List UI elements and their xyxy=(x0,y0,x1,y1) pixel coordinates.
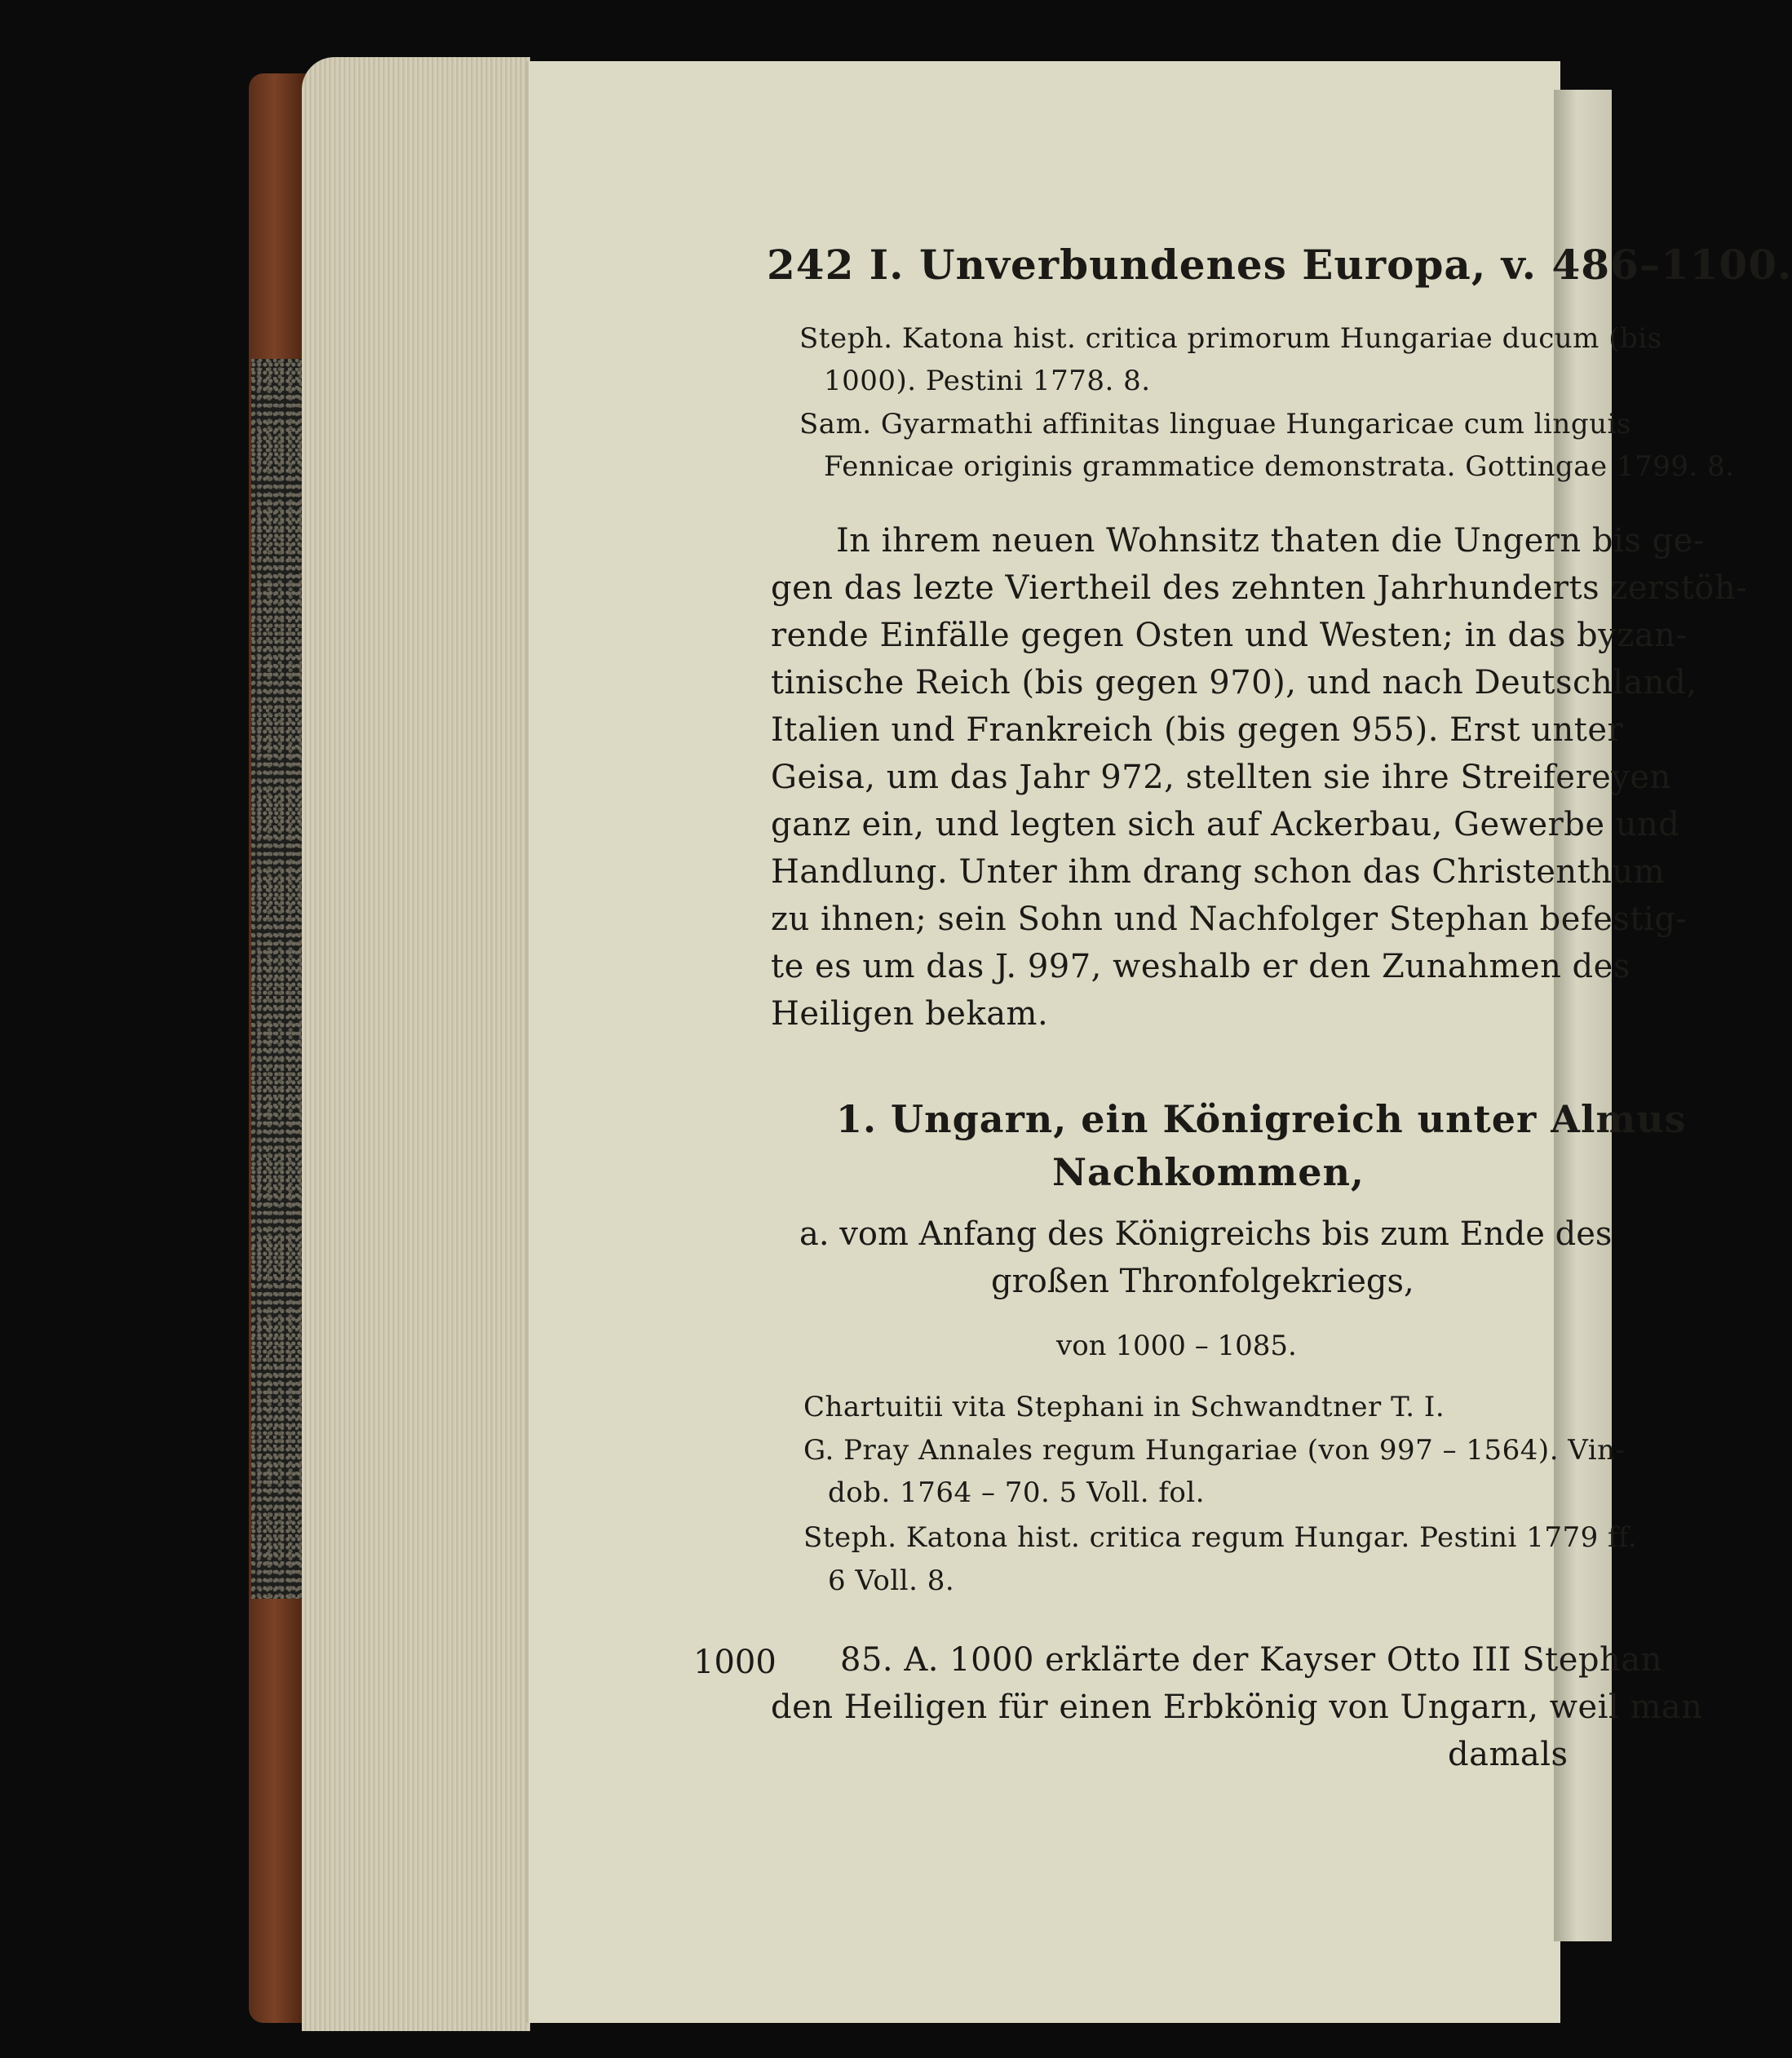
date-range: von 1000 – 1085. xyxy=(1056,1330,1297,1362)
subsection-heading-2: großen Thronfolgekriegs, xyxy=(991,1263,1414,1300)
section-heading-1: 1. Ungarn, ein Königreich unter Almus xyxy=(836,1097,1687,1141)
section-heading-2: Nachkommen, xyxy=(1052,1150,1365,1194)
ref-bottom-2: G. Pray Annales regum Hungariae (von 997 – 1564). Vin- xyxy=(803,1434,1626,1467)
para-line-9: zu ihnen; sein Sohn und Nachfolger Stephan befestig- xyxy=(771,901,1688,938)
final-line-2: den Heiligen für einen Erbkönig von Ungarn, weil man xyxy=(771,1688,1703,1726)
ref-bottom-3: dob. 1764 – 70. 5 Voll. fol. xyxy=(828,1476,1206,1509)
book-page xyxy=(526,61,1560,2023)
ref-top-3: Sam. Gyarmathi affinitas linguae Hungaricae cum linguis xyxy=(799,408,1631,440)
para-line-2: gen das lezte Viertheil des zehnten Jahrhunderts zerstöh- xyxy=(771,569,1748,607)
para-line-7: ganz ein, und legten sich auf Ackerbau, Gewerbe und xyxy=(771,806,1680,843)
margin-year: 1000 xyxy=(693,1644,777,1681)
para-line-4: tinische Reich (bis gegen 970), und nach Deutschland, xyxy=(771,664,1697,701)
ref-top-1: Steph. Katona hist. critica primorum Hungariae ducum (bis xyxy=(799,322,1662,355)
subsection-heading-1: a. vom Anfang des Königreichs bis zum Ende des xyxy=(799,1215,1613,1253)
marbled-cover xyxy=(251,359,305,1599)
para-line-3: rende Einfälle gegen Osten und Westen; in das byzan- xyxy=(771,617,1688,654)
para-line-11: Heiligen bekam. xyxy=(771,995,1049,1033)
para-line-10: te es um das J. 997, weshalb er den Zunahmen des xyxy=(771,948,1630,985)
para-line-8: Handlung. Unter ihm drang schon das Christenthum xyxy=(771,853,1666,891)
para-line-6: Geisa, um das Jahr 972, stellten sie ihre Streifereyen xyxy=(771,759,1671,796)
page-header: 242 I. Unverbundenes Europa, v. 486–1100. xyxy=(767,241,1792,289)
ref-bottom-5: 6 Voll. 8. xyxy=(828,1565,955,1597)
para-line-5: Italien und Frankreich (bis gegen 955). Erst unter xyxy=(771,711,1624,749)
page-edges xyxy=(302,57,530,2031)
ref-top-4: Fennicae originis grammatice demonstrata. Gottingae 1799. 8. xyxy=(824,450,1735,483)
ref-top-2: 1000). Pestini 1778. 8. xyxy=(824,365,1151,397)
ref-bottom-4: Steph. Katona hist. critica regum Hungar. Pestini 1779 ff. xyxy=(803,1521,1638,1554)
ref-bottom-1: Chartuitii vita Stephani in Schwandtner T. I. xyxy=(803,1391,1445,1423)
final-line-1: 85. A. 1000 erklärte der Kayser Otto III Stephan xyxy=(840,1641,1662,1679)
final-line-3: damals xyxy=(1448,1736,1569,1773)
para-line-1: In ihrem neuen Wohnsitz thaten die Ungern bis ge- xyxy=(836,522,1705,560)
